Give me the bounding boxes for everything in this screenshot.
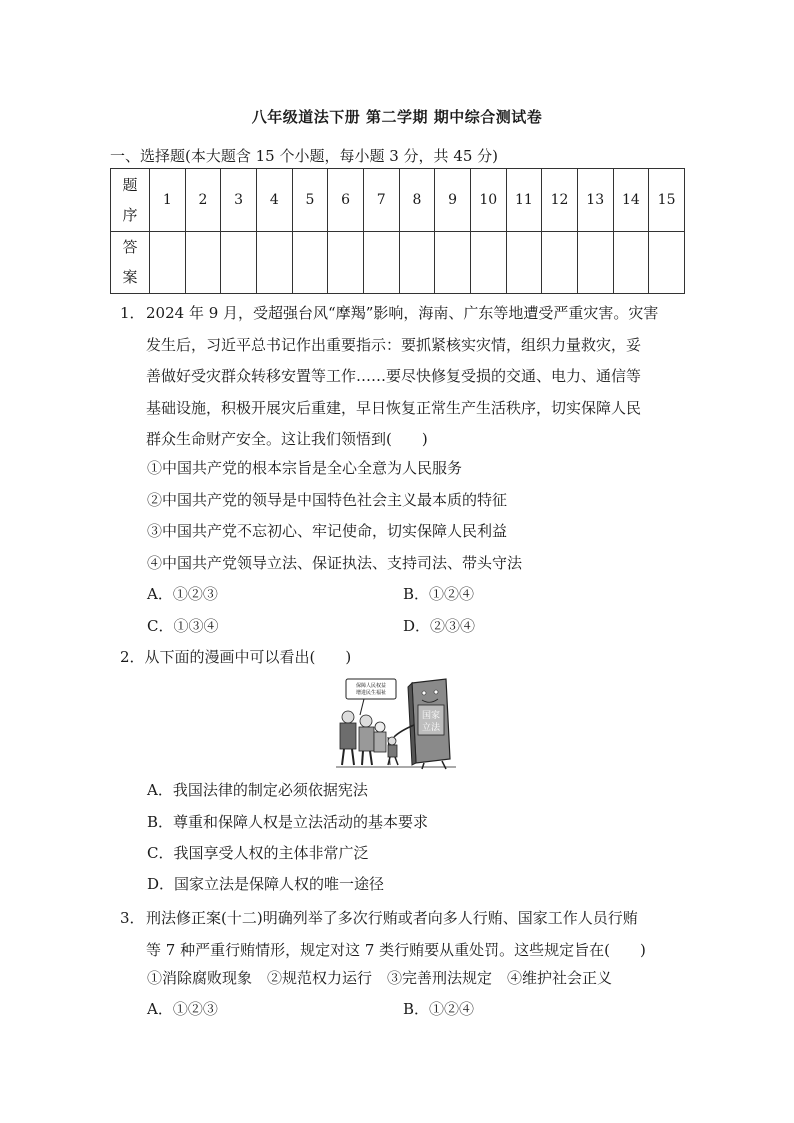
question-number-cell: 3 xyxy=(221,169,257,232)
answer-table-number-row xyxy=(111,169,685,232)
question-number-cell: 13 xyxy=(577,169,613,232)
question-number-cell: 7 xyxy=(363,169,399,232)
answer-cell[interactable] xyxy=(649,231,685,294)
cartoon-illustration xyxy=(334,675,458,771)
option-d[interactable]: D．国家立法是保障人权的唯一途径 xyxy=(147,875,385,893)
question-stem-line: 群众生命财产安全。这让我们领悟到( ) xyxy=(146,430,428,448)
option-b[interactable]: B．①②④ xyxy=(403,585,475,603)
question-number-cell: 10 xyxy=(470,169,506,232)
statement-1: ①中国共产党的根本宗旨是全心全意为人民服务 xyxy=(147,459,463,477)
svg-text:增进民生福祉: 增进民生福祉 xyxy=(355,690,387,696)
page-title: 八年级道法下册 第二学期 期中综合测试卷 xyxy=(251,108,543,126)
answer-cell[interactable] xyxy=(577,231,613,294)
question-number-cell: 8 xyxy=(399,169,435,232)
question-stem-line: 基础设施，积极开展灾后重建，早日恢复正常生产生活秩序，切实保障人民 xyxy=(146,398,642,417)
answer-cell[interactable] xyxy=(185,231,221,294)
question-number-cell: 15 xyxy=(649,169,685,232)
question-number-cell: 11 xyxy=(506,169,542,232)
answer-cell[interactable] xyxy=(470,231,506,294)
question-number-cell: 9 xyxy=(435,169,471,232)
statement-4: ④中国共产党领导立法、保证执法、支持司法、带头守法 xyxy=(147,554,523,572)
question-number: 2． xyxy=(120,648,145,666)
option-b[interactable]: B．①②④ xyxy=(403,1000,475,1018)
statements-line: ①消除腐败现象 ②规范权力运行 ③完善刑法规定 ④维护社会正义 xyxy=(147,969,613,987)
statement-2: ②中国共产党的领导是中国特色社会主义最本质的特征 xyxy=(147,491,508,509)
question-stem-line: 2024 年 9 月，受超强台风“摩羯”影响，海南、广东等地遭受严重灾害。灾害 xyxy=(146,304,659,322)
answer-table xyxy=(110,168,685,294)
option-a[interactable]: A．①②③ xyxy=(147,585,218,603)
answer-cell[interactable] xyxy=(292,231,328,294)
answer-table-answer-row xyxy=(111,231,685,294)
question-number-cell: 2 xyxy=(185,169,221,232)
option-c[interactable]: C．我国享受人权的主体非常广泛 xyxy=(147,844,369,862)
question-stem-line: 刑法修正案(十二)明确列举了多次行贿或者向多人行贿、国家工作人员行贿 xyxy=(146,909,638,927)
answer-cell[interactable] xyxy=(399,231,435,294)
svg-text:立法: 立法 xyxy=(421,723,441,733)
sign-text: 保障人民权益 xyxy=(355,683,387,689)
question-number-cell: 14 xyxy=(613,169,649,232)
question-1 xyxy=(120,298,700,456)
question-number-cell: 6 xyxy=(328,169,364,232)
question-3 xyxy=(120,903,700,966)
option-b[interactable]: B．尊重和保障人权是立法活动的基本要求 xyxy=(147,813,429,831)
question-stem-line: 等 7 种严重行贿情形，规定对这 7 类行贿要从重处罚。这些规定旨在( ) xyxy=(146,940,646,959)
question-number: 3． xyxy=(120,909,145,927)
question-number-cell: 5 xyxy=(292,169,328,232)
answer-cell[interactable] xyxy=(542,231,578,294)
option-a[interactable]: A．①②③ xyxy=(147,1000,218,1018)
option-a[interactable]: A．我国法律的制定必须依据宪法 xyxy=(147,781,368,799)
question-stem-line: 发生后，习近平总书记作出重要指示：要抓紧核实灾情，组织力量救灾，妥 xyxy=(146,335,642,354)
answer-cell[interactable] xyxy=(221,231,257,294)
question-number-cell: 12 xyxy=(542,169,578,232)
question-stem-line: 善做好受灾群众转移安置等工作……要尽快修复受损的交通、电力、通信等 xyxy=(146,367,642,385)
answer-cell[interactable] xyxy=(256,231,292,294)
answer-cell[interactable] xyxy=(506,231,542,294)
answer-cell[interactable] xyxy=(435,231,471,294)
answer-cell[interactable] xyxy=(363,231,399,294)
statement-3: ③中国共产党不忘初心、牢记使命，切实保障人民利益 xyxy=(147,522,508,540)
question-number-cell: 1 xyxy=(150,169,186,232)
option-d[interactable]: D．②③④ xyxy=(403,617,476,635)
answer-cell[interactable] xyxy=(150,231,186,294)
question-stem: 从下面的漫画中可以看出( ) xyxy=(144,648,352,666)
book-title: 国家 xyxy=(421,711,441,721)
answer-cell[interactable] xyxy=(613,231,649,294)
question-number-cell: 4 xyxy=(256,169,292,232)
section-heading: 一、选择题(本大题含 15 个小题，每小题 3 分，共 45 分) xyxy=(110,147,499,165)
answer-cell[interactable] xyxy=(328,231,364,294)
row-label-tixu: 题 序 xyxy=(111,169,150,232)
question-number: 1． xyxy=(120,304,145,322)
option-c[interactable]: C．①③④ xyxy=(147,617,219,635)
cartoon-image xyxy=(334,675,458,771)
question-2 xyxy=(120,646,351,667)
row-label-daan: 答 案 xyxy=(111,231,150,294)
